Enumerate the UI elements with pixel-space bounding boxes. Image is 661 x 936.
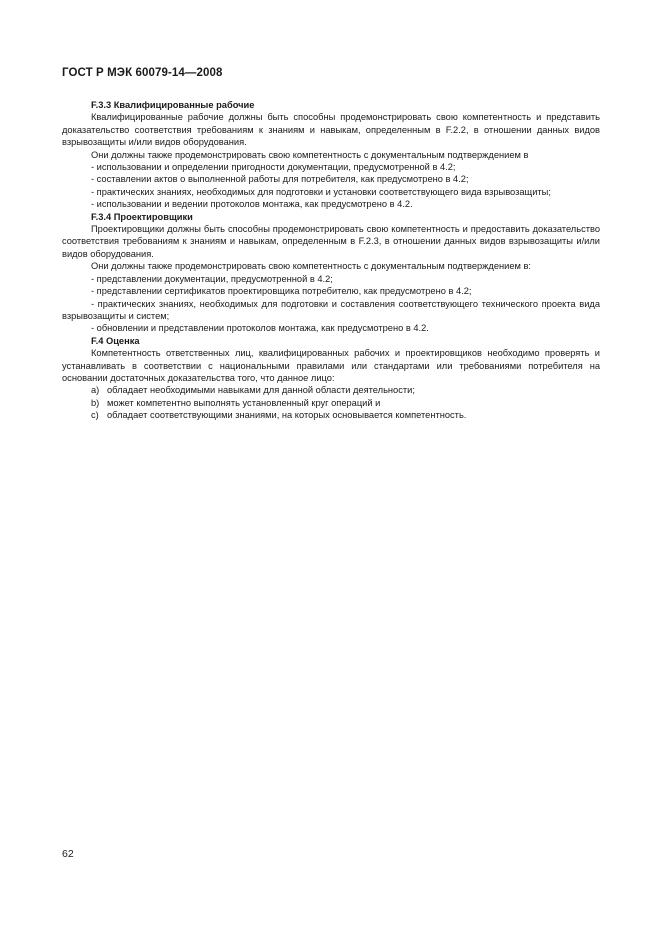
list-item: - использовании и определении пригодности документации, предусмотренной в 4.2; — [91, 162, 456, 173]
list-item-text: обладает необходимыми навыками для данной области деятельности; — [107, 385, 415, 396]
list-item: - практических знаниях, необходимых для подготовки и установки соответствующего вида взрывозащиты; — [91, 186, 551, 197]
list-item-text: обладает соответствующими знаниями, на которых основывается компетентность. — [107, 410, 467, 421]
list-item — [62, 409, 600, 421]
list-item-text: может компетентно выполнять установленный круг операций и — [107, 397, 381, 408]
page-number: 62 — [62, 848, 74, 860]
section-heading-f34: F.3.4 Проектировщики — [91, 211, 193, 222]
paragraph: Они должны также продемонстрировать свою компетентность с документальным подтверждением в — [91, 149, 529, 160]
paragraph: Компетентность ответственных лиц, квалифицированных рабочих и проектировщиков необходимо проверять и устанавливать в соответствии с национальными правилами или стандартами или требованиями потребителя на основании достаточных доказательства того, что данное лицо: — [62, 348, 600, 383]
list-item: - практических знаниях, необходимых для подготовки и составления соответствующего технического проекта вида взрывозащиты и систем; — [62, 298, 600, 321]
paragraph: Они должны также продемонстрировать свою компетентность с документальным подтверждением в: — [91, 261, 531, 272]
list-item: - составлении актов о выполненной работы для потребителя, как предусмотрено в 4.2; — [91, 174, 469, 185]
list-marker: c) — [91, 410, 99, 421]
list-item — [62, 397, 600, 409]
document-header: ГОСТ Р МЭК 60079-14—2008 — [62, 67, 223, 79]
section-heading-f33: F.3.3 Квалифицированные рабочие — [91, 100, 255, 110]
list-item: - использовании и ведении протоколов монтажа, как предусмотрено в 4.2. — [91, 199, 413, 210]
list-item — [62, 384, 600, 396]
paragraph: Проектировщики должны быть способны продемонстрировать свою компетентность и предоставить доказательство соответствия требованиям к знаниям и навыкам, определенным в F.2.3, в отношении данных видов взрывозащиты и/или видов оборудования. — [62, 224, 600, 259]
list-marker: a) — [91, 385, 100, 396]
list-item: - обновлении и представлении протоколов монтажа, как предусмотрено в 4.2. — [91, 323, 429, 334]
list-item: - представлении документации, предусмотренной в 4.2; — [91, 273, 333, 284]
section-heading-f4: F.4 Оценка — [91, 335, 140, 346]
list-marker: b) — [91, 397, 100, 408]
document-body — [62, 99, 600, 422]
paragraph: Квалифицированные рабочие должны быть способны продемонстрировать свою компетентность и представить доказательство соответствия требованиям к знаниям и навыкам, определенным в F.2.2, в отношении данных видов взрывозащиты и/или видов оборудования. — [62, 112, 600, 148]
list-item: - представлении сертификатов проектировщика потребителю, как предусмотрено в 4.2; — [91, 286, 472, 297]
